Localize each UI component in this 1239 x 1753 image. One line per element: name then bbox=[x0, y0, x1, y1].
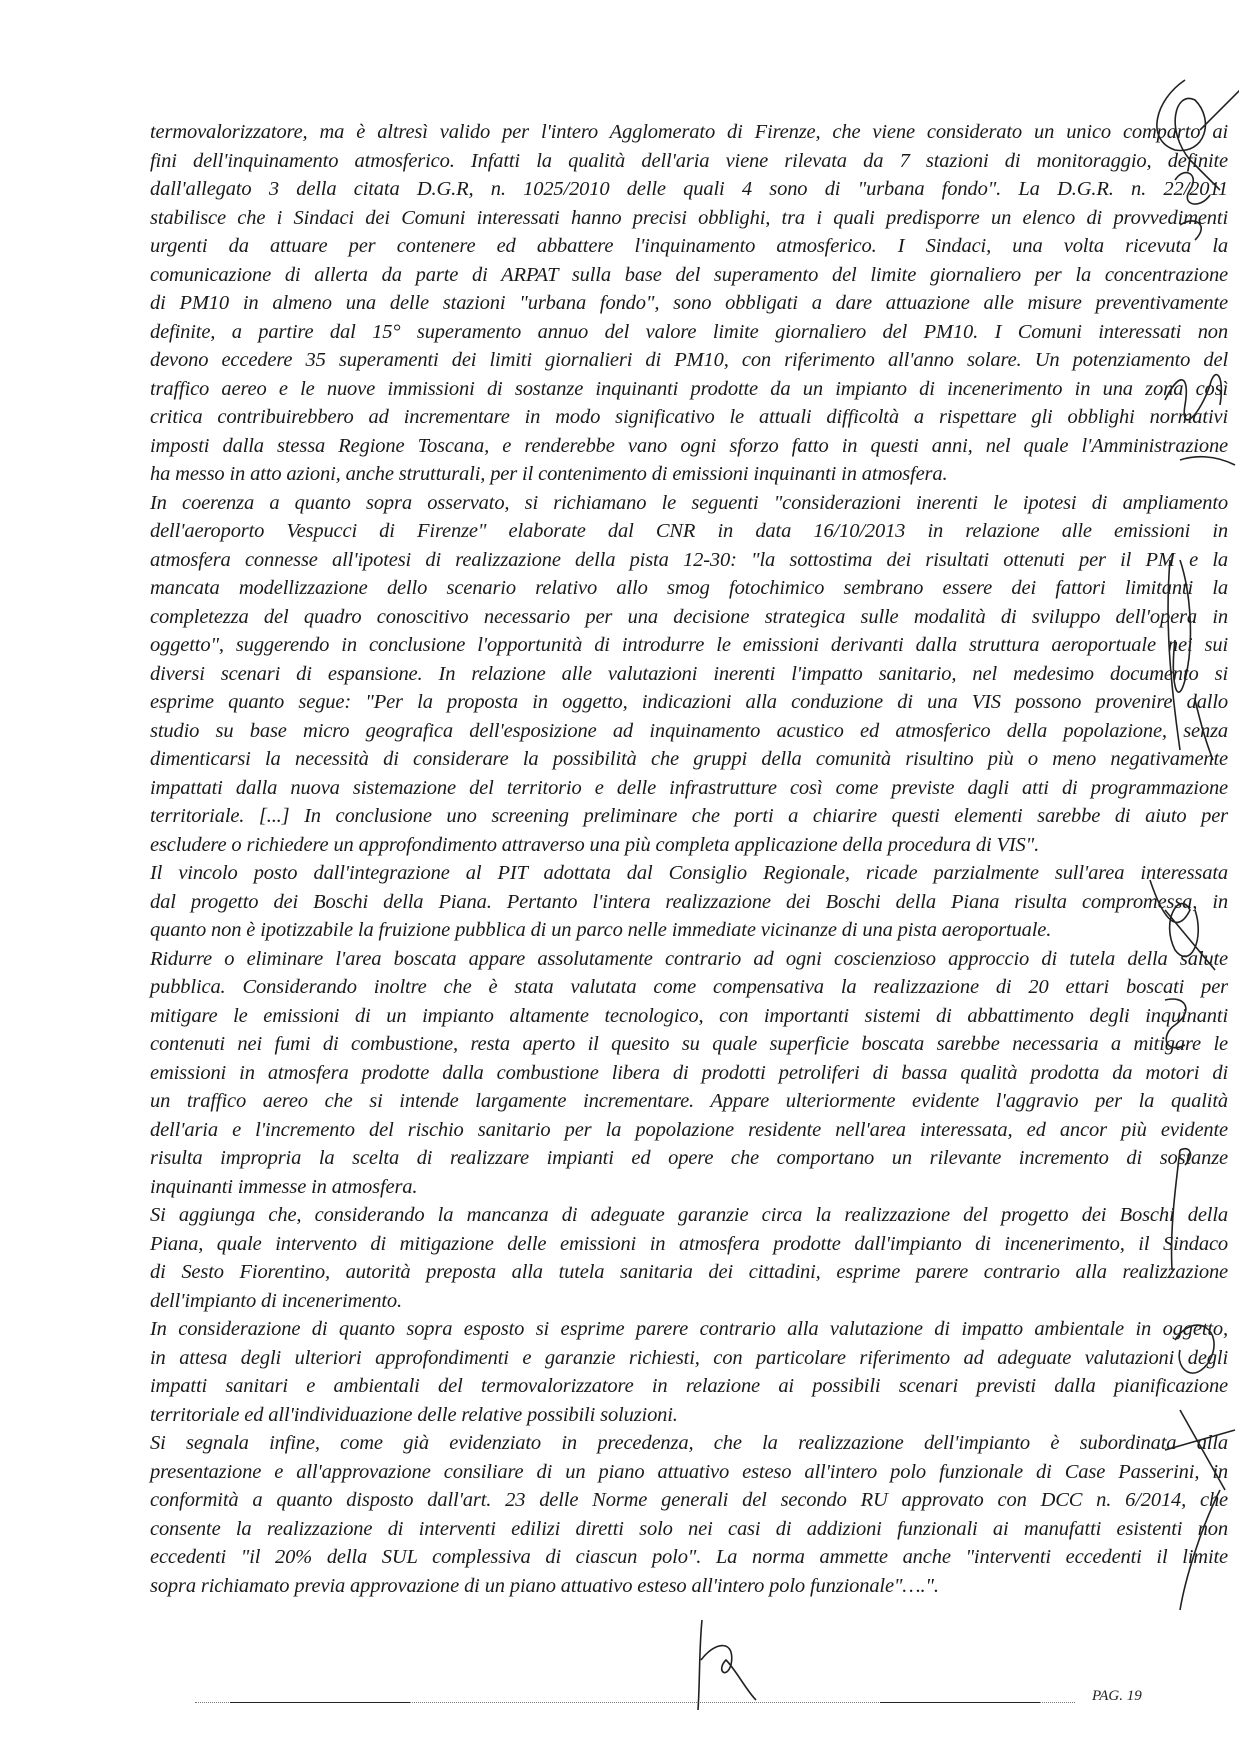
text-line: Si aggiunga che, considerando la mancanza di adeguate garanzie circa la realizzazione del progetto dei Boschi della bbox=[150, 1204, 1228, 1226]
text-line: quanto non è ipotizzabile la fruizione pubblica di un parco nelle immediate vicinanze di una pista aeroportuale. bbox=[150, 919, 1052, 941]
text-line: dal progetto dei Boschi della Piana. Pertanto l'intera realizzazione dei Boschi della Piana risulta compromessa, in bbox=[150, 890, 1228, 913]
text-line: ha messo in atto azioni, anche strutturali, per il contenimento di emissioni inquinanti in atmosfera. bbox=[150, 463, 948, 485]
text-line: mancata modellizzazione dello scenario relativo allo smog fotochimico sembrano essere dei fattori limitanti la bbox=[150, 577, 1228, 599]
text-line: completezza del quadro conoscitivo necessario per una decisione strategica sulle modalità di sviluppo dell'opera in bbox=[150, 605, 1228, 628]
text-line: dimenticarsi la necessità di considerare la possibilità che gruppi della comunità risultino più o meno negativamente bbox=[150, 748, 1228, 770]
text-line: termovalorizzatore, ma è altresì valido per l'intero Agglomerato di Firenze, che viene considerato un unico comparto ai bbox=[150, 121, 1228, 143]
text-line: atmosfera connesse all'ipotesi di realizzazione della pista 12-30: "la sottostima dei risultati ottenuti per il PM e la bbox=[150, 548, 1228, 571]
text-line: urgenti da attuare per contenere ed abbattere l'inquinamento atmosferico. I Sindaci, una volta ricevuta la bbox=[150, 235, 1228, 257]
bottom-initial-mark bbox=[698, 1620, 756, 1710]
text-line: comunicazione di allerta da parte di ARPAT sulla base del superamento del limite giornaliero per la concentrazione bbox=[150, 263, 1228, 286]
text-line: In considerazione di quanto sopra esposto si esprime parere contrario alla valutazione di impatto ambientale in oggetto, bbox=[150, 1318, 1228, 1340]
text-line: di Sesto Fiorentino, autorità preposta alla tutela sanitaria dei cittadini, esprime parere contrario alla realizzazione bbox=[150, 1261, 1228, 1283]
document-body bbox=[150, 118, 1228, 1600]
text-line: un traffico aereo che si intende largamente incrementare. Appare ulteriormente evidente l'aggravio per la qualità bbox=[150, 1090, 1228, 1112]
text-line: dell'aria e l'incremento del rischio sanitario per la popolazione residente nell'area interessata, ed ancor più evidente bbox=[150, 1118, 1228, 1141]
text-line: critica contribuirebbero ad incrementare in modo significativo le attuali difficoltà a rispettare gli obblighi normativi bbox=[150, 406, 1228, 428]
text-line: oggetto", suggerendo in conclusione l'opportunità di introdurre le emissioni derivanti dalla struttura aeroportuale nei sui bbox=[150, 634, 1228, 656]
text-line: studio su base micro geografica dell'esposizione ad inquinamento acustico ed atmosferico della popolazione, senza bbox=[150, 719, 1228, 742]
text-line: risulta impropria la scelta di realizzare impianti ed opere che comportano un rilevante incremento di sostanze bbox=[150, 1147, 1228, 1169]
text-line: mitigare le emissioni di un impianto altamente tecnologico, con importanti sistemi di abbattimento degli inquinanti bbox=[150, 1004, 1228, 1027]
text-line: dell'impianto di incenerimento. bbox=[150, 1289, 402, 1312]
text-line: conformità a quanto disposto dall'art. 23 delle Norme generali del secondo RU approvato con DCC n. 6/2014, che bbox=[150, 1489, 1228, 1511]
text-line: impattati dalla nuova sistemazione del territorio e delle infrastrutture così come previste dagli atti di programmazione bbox=[150, 776, 1228, 799]
text-line: presentazione e all'approvazione consiliare di un piano attuativo esteso all'intero polo funzionale di Case Passerini, in bbox=[150, 1460, 1228, 1483]
text-line: dall'allegato 3 della citata D.G.R, n. 1025/2010 delle quali 4 sono di "urbana fondo". La D.G.R. n. 22/2011 bbox=[150, 178, 1228, 200]
text-line: di PM10 in almeno una delle stazioni "urbana fondo", sono obbligati a dare attuazione alle misure preventivamente bbox=[150, 292, 1228, 314]
text-line: traffico aereo e le nuove immissioni di sostanze inquinanti prodotte da un impianto di incenerimento in una zona così bbox=[150, 377, 1228, 400]
text-line: In coerenza a quanto sopra osservato, si richiamano le seguenti "considerazioni inerenti le ipotesi di ampliamento bbox=[150, 491, 1228, 514]
text-line: Ridurre o eliminare l'area boscata appare assolutamente contrario ad ogni coscienzioso approccio di tutela della salute bbox=[150, 947, 1228, 970]
text-line: esprime quanto segue: "Per la proposta in oggetto, indicazioni alla conduzione di una VIS possono provenire dallo bbox=[150, 691, 1228, 713]
page-number: PAG. 19 bbox=[1092, 1688, 1142, 1704]
text-line: pubblica. Considerando inoltre che è stata valutata come compensativa la realizzazione di 20 ettari boscati per bbox=[150, 976, 1228, 998]
text-line: Il vincolo posto dall'integrazione al PIT adottata dal Consiglio Regionale, ricade parzialmente sull'area interessata bbox=[150, 862, 1228, 884]
text-line: eccedenti "il 20% della SUL complessiva di ciascun polo". La norma ammette anche "interventi eccedenti il limite bbox=[150, 1546, 1228, 1568]
text-line: territoriale ed all'individuazione delle relative possibili soluzioni. bbox=[150, 1403, 678, 1426]
text-line: diversi scenari di espansione. In relazione alle valutazioni inerenti l'impatto sanitario, nel medesimo documento si bbox=[150, 662, 1228, 685]
text-line: consente la realizzazione di interventi edilizi diretti solo nei casi di addizioni funzionali ai manufatti esistenti non bbox=[150, 1517, 1228, 1540]
footer-divider-segment bbox=[880, 1702, 1040, 1703]
text-line: impatti sanitari e ambientali del termovalorizzatore in relazione ai possibili scenari previsti dalla pianificazione bbox=[150, 1375, 1228, 1397]
text-line: fini dell'inquinamento atmosferico. Infatti la qualità dell'aria viene rilevata da 7 stazioni di monitoraggio, definite bbox=[150, 149, 1228, 172]
text-line: imposti dalla stessa Regione Toscana, e renderebbe vano ogni sforzo fatto in questi anni, nel quale l'Amministrazione bbox=[150, 434, 1228, 457]
text-line: definite, a partire dal 15° superamento annuo del valore limite giornaliero del PM10. I Comuni interessati non bbox=[150, 320, 1228, 343]
text-line: contenuti nei fumi di combustione, resta aperto il quesito su quale superficie boscata sarebbe necessaria a mitigare le bbox=[150, 1033, 1228, 1055]
footer-divider-segment bbox=[230, 1702, 410, 1703]
text-line: stabilisce che i Sindaci dei Comuni interessati hanno precisi obblighi, tra i quali predisporre un elenco di provvedimenti bbox=[150, 206, 1228, 229]
text-line: dell'aeroporto Vespucci di Firenze" elaborate dal CNR in data 16/10/2013 in relazione alle emissioni in bbox=[150, 520, 1228, 542]
text-line: in attesa degli ulteriori approfondimenti e garanzie richiesti, con particolare riferimento ad adeguate valutazioni degli bbox=[150, 1346, 1228, 1369]
text-line: Si segnala infine, come già evidenziato in precedenza, che la realizzazione dell'impianto è subordinata alla bbox=[150, 1432, 1228, 1454]
text-line: sopra richiamato previa approvazione di un piano attuativo esteso all'intero polo funzionale"….". bbox=[150, 1574, 939, 1597]
text-line: Piana, quale intervento di mitigazione delle emissioni in atmosfera prodotte dall'impianto di incenerimento, il Sindaco bbox=[150, 1232, 1228, 1255]
text-line: escludere o richiedere un approfondimento attraverso una più completa applicazione della procedura di VIS". bbox=[150, 833, 1040, 856]
text-line: devono eccedere 35 superamenti dei limiti giornalieri di PM10, con riferimento all'anno solare. Un potenziamento del bbox=[150, 349, 1228, 371]
text-line: territoriale. [...] In conclusione uno screening preliminare che porti a chiarire questi elementi sarebbe di aiuto per bbox=[150, 805, 1228, 827]
text-line: inquinanti immesse in atmosfera. bbox=[150, 1175, 418, 1198]
text-line: emissioni in atmosfera prodotte dalla combustione libera di prodotti petroliferi di bassa qualità prodotta da motori di bbox=[150, 1061, 1228, 1084]
